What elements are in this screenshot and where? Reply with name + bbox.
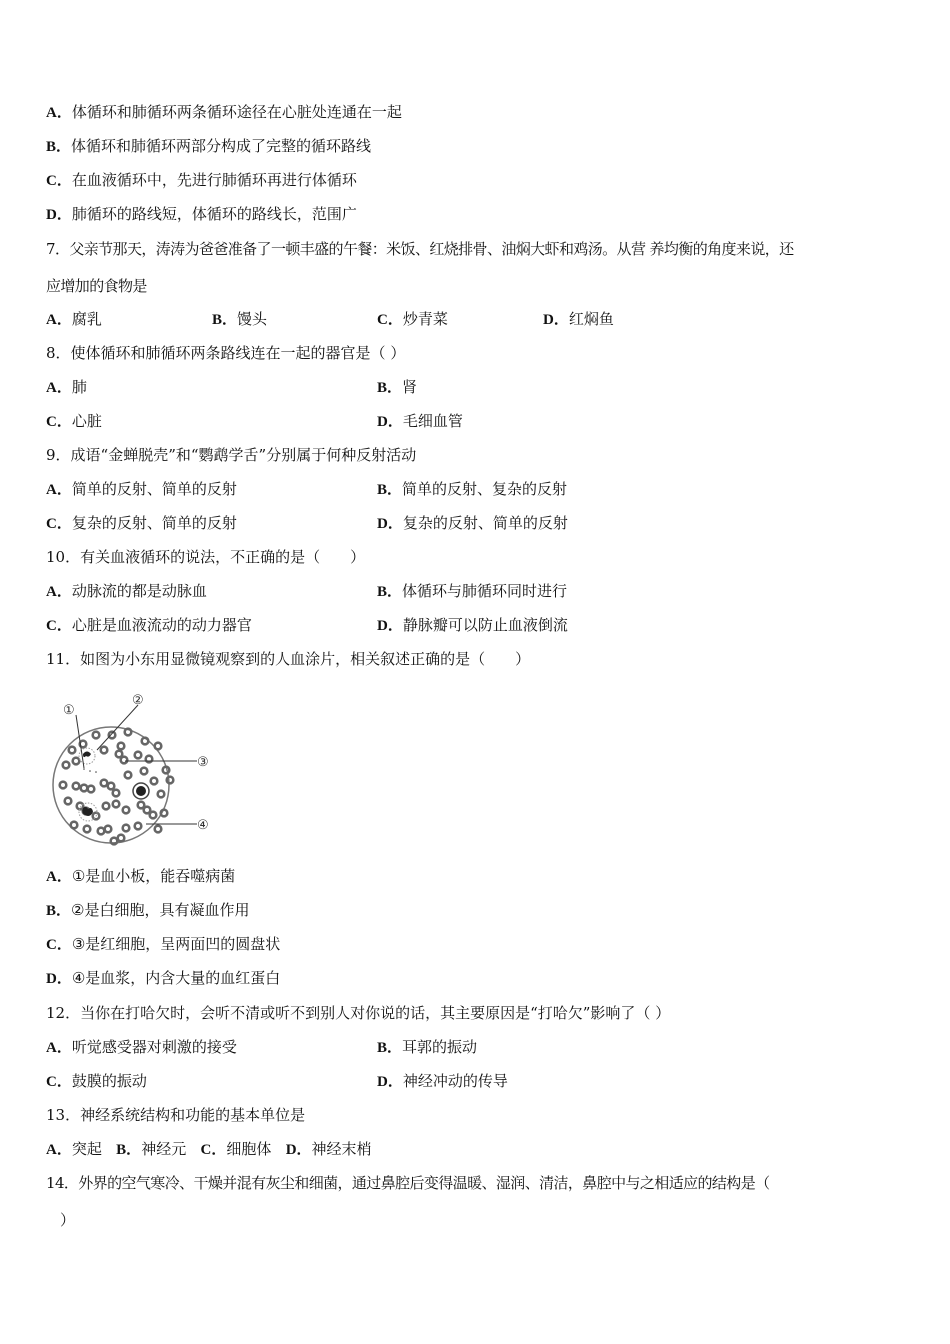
q7-stem-line2: 应增加的食物是 (46, 277, 147, 295)
option-text: ①是血小板，能吞噬病菌 (71, 867, 236, 885)
option-text: 耳郭的振动 (402, 1038, 478, 1056)
option-text: 体循环与肺循环同时进行 (402, 582, 568, 600)
option-text: 红焖鱼 (568, 310, 614, 328)
q13-stem: 13．神经系统结构和功能的基本单位是 (46, 1106, 306, 1124)
q10-option-d (377, 615, 568, 636)
q12-option-b (377, 1037, 477, 1058)
q7-option-c (377, 309, 448, 330)
q10-stem: 10．有关血液循环的说法，不正确的是（ ） (46, 548, 366, 566)
option-label: B． (377, 482, 403, 498)
q13-options (46, 1139, 372, 1160)
blood-smear-figure (46, 688, 226, 853)
q10-option-b (377, 581, 567, 602)
option-text: 简单的反射、复杂的反射 (402, 480, 568, 498)
option-text: 馒头 (237, 310, 268, 328)
q7-stem-line1: 7．父亲节那天，涛涛为爸爸准备了一顿丰盛的午餐：米饭、红烧排骨、油焖大虾和鸡汤。从营 养均衡的角度来说，还 (46, 240, 794, 258)
q8-option-a (46, 377, 87, 398)
q6-option-a (46, 102, 402, 123)
q8-option-b (377, 377, 417, 398)
option-label: C． (46, 1074, 72, 1090)
option-label: A． (46, 1142, 72, 1158)
option-text: 简单的反射、简单的反射 (71, 480, 237, 498)
q10-option-a (46, 581, 207, 602)
q8-option-c (46, 411, 102, 432)
q12-option-a (46, 1037, 237, 1058)
option-label: A． (46, 105, 72, 121)
option-text: 心脏 (71, 412, 102, 430)
q9-option-d (377, 513, 568, 534)
option-label: B． (377, 1040, 403, 1056)
q9-option-a (46, 479, 237, 500)
q8-option-d (377, 411, 463, 432)
option-label: B． (116, 1142, 142, 1158)
option-label: D． (377, 414, 403, 430)
q7-option-b (212, 309, 267, 330)
q14-stem-line2: ） (60, 1211, 76, 1229)
option-text: 鼓膜的振动 (71, 1072, 147, 1090)
blood-smear-diagram (46, 688, 226, 853)
q6-option-d (46, 204, 357, 225)
q8-stem: 8．使体循环和肺循环两条路线连在一起的器官是（ ） (46, 344, 406, 362)
option-text: 复杂的反射、简单的反射 (71, 514, 237, 532)
option-label: C． (46, 173, 72, 189)
option-label: A． (46, 1040, 72, 1056)
option-label: C． (46, 414, 72, 430)
option-text: 肾 (402, 378, 418, 396)
option-label: B． (212, 312, 238, 328)
option-label: A． (46, 584, 72, 600)
q10-option-c (46, 615, 252, 636)
option-text: 体循环和肺循环两部分构成了完整的循环路线 (71, 137, 372, 155)
q9-option-c (46, 513, 237, 534)
q6-option-c (46, 170, 357, 191)
label-3: ③ (197, 755, 209, 770)
option-label: D． (46, 971, 72, 987)
q7-option-d (543, 309, 614, 330)
q14-stem-line1: 14．外界的空气寒冷、干燥并混有灰尘和细菌，通过鼻腔后变得温暖、湿润、清洁，鼻腔中与之相适应的结构是（ (46, 1174, 770, 1192)
option-text: 体循环和肺循环两条循环途径在心脏处连通在一起 (71, 103, 402, 121)
option-label: B． (377, 584, 403, 600)
option-text: 毛细血管 (402, 412, 463, 430)
option-text: 动脉流的都是动脉血 (71, 582, 207, 600)
q12-option-d (377, 1071, 508, 1092)
option-label: C． (46, 516, 72, 532)
q11-option-b (46, 900, 249, 921)
option-label: B． (46, 903, 72, 919)
option-label: A． (46, 869, 72, 885)
label-1: ① (63, 703, 75, 718)
option-label: A． (46, 482, 72, 498)
option-label: A． (46, 312, 72, 328)
q11-option-d (46, 968, 280, 989)
option-label: D． (46, 207, 72, 223)
option-text: ④是血浆，内含大量的血红蛋白 (71, 969, 281, 987)
option-text: 听觉感受器对刺激的接受 (71, 1038, 237, 1056)
option-label: C． (377, 312, 403, 328)
option-label: D． (377, 516, 403, 532)
option-text: 炒青菜 (402, 310, 448, 328)
q9-option-b (377, 479, 567, 500)
q7-option-a (46, 309, 102, 330)
q6-option-b (46, 136, 371, 157)
q11-option-a (46, 866, 235, 887)
option-label: D． (285, 1142, 312, 1158)
option-text: ②是白细胞，具有凝血作用 (71, 901, 250, 919)
q11-option-c (46, 934, 280, 955)
option-text: 复杂的反射、简单的反射 (402, 514, 568, 532)
label-2: ② (132, 693, 144, 708)
option-label: A． (46, 380, 72, 396)
option-text: 在血液循环中，先进行肺循环再进行体循环 (71, 171, 357, 189)
q11-stem: 11．如图为小东用显微镜观察到的人血涂片，相关叙述正确的是（ ） (46, 650, 531, 668)
option-label: D． (377, 1074, 403, 1090)
option-text: 突起 (71, 1140, 102, 1158)
option-label: B． (46, 139, 72, 155)
option-label: B． (377, 380, 403, 396)
option-text: 肺 (71, 378, 87, 396)
option-text: ③是红细胞，呈两面凹的圆盘状 (71, 935, 281, 953)
option-text: 神经冲动的传导 (402, 1072, 508, 1090)
option-label: D． (543, 312, 569, 328)
label-4: ④ (197, 818, 209, 833)
option-text: 神经末梢 (311, 1140, 372, 1158)
option-label: C． (200, 1142, 227, 1158)
option-text: 肺循环的路线短，体循环的路线长，范围广 (71, 205, 357, 223)
option-label: D． (377, 618, 403, 634)
q9-stem: 9．成语“金蝉脱壳”和“鹦鹉学舌”分别属于何种反射活动 (46, 446, 417, 464)
option-text: 细胞体 (226, 1140, 272, 1158)
option-label: C． (46, 618, 72, 634)
q12-option-c (46, 1071, 147, 1092)
white-blood-cell-center (133, 783, 149, 799)
option-text: 心脏是血液流动的动力器官 (71, 616, 252, 634)
q12-stem: 12．当你在打哈欠时，会听不清或听不到别人对你说的话，其主要原因是“打哈欠”影响了（ ） (46, 1004, 671, 1022)
option-text: 腐乳 (71, 310, 102, 328)
option-text: 静脉瓣可以防止血液倒流 (402, 616, 568, 634)
option-label: C． (46, 937, 72, 953)
option-text: 神经元 (141, 1140, 187, 1158)
